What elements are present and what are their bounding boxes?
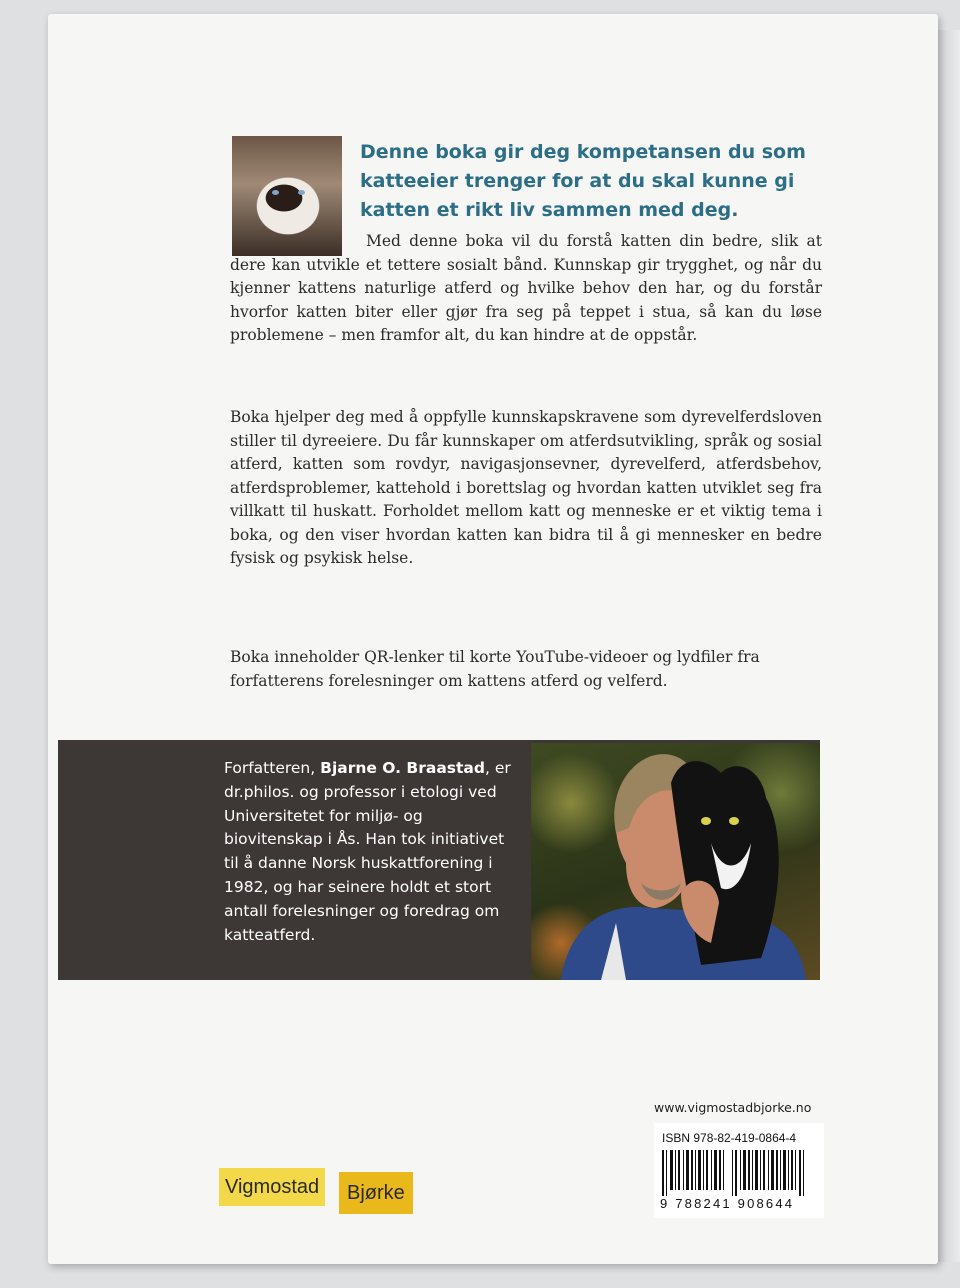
cat-eye-icon bbox=[272, 190, 279, 195]
logo-part-2: Bjørke bbox=[339, 1172, 413, 1214]
author-bio-text: , er dr.philos. og professor i etologi ved Universitetet for miljø- og biovitenskap i Ås. Han tok initiativet til å danne Norsk huskattforening i 1982, og har seinere holdt et stort antall forelesninger og foredrag om katteatferd. bbox=[224, 759, 511, 944]
publisher-website: www.vigmostadbjorke.no bbox=[654, 1100, 812, 1115]
author-prefix: Forfatteren, bbox=[224, 759, 321, 777]
barcode bbox=[662, 1150, 810, 1196]
paragraph-3: Boka inneholder QR-lenker til korte YouTube-videoer og lydfiler fra forfatterens forelesninger om kattens atferd og velferd. bbox=[230, 648, 760, 690]
author-photo bbox=[531, 743, 820, 980]
lede-text: Denne boka gir deg kompetansen du som katteeier trenger for at du skal kunne gi katten et rikt liv sammen med deg. bbox=[360, 141, 806, 221]
barcode-digits: 9 788241 908644 bbox=[660, 1196, 795, 1211]
logo-part-1: Vigmostad bbox=[219, 1168, 325, 1206]
paragraph-2: Boka hjelper deg med å oppfylle kunnskapskravene som dyrevelferdsloven stiller til dyreeiere. Du får kunnskaper om atferdsutvikling, språk og sosial atferd, katten som rovdyr, navigasjonsevner, dyrevelferd, atferdsbehov, atferdsproblemer, kattehold i borettslag og hvordan katten utviklet seg fra villkatt til huskatt. Forholdet mellom katt og menneske er et viktig tema i boka, og den viser hvordan katten kan bidra til å gi mennesker en bedre fysisk og psykisk helse. bbox=[230, 408, 822, 567]
cat-eye-icon bbox=[298, 190, 305, 195]
publisher-logo bbox=[219, 1162, 425, 1216]
paragraph-1-text: Med denne boka vil du forstå katten din bedre, slik at dere kan utvikle et tettere sosialt bånd. Kunnskap gir trygghet, og når du kjenner kattens naturlige atferd og hvilke behov den har, og du forstår hvorfor katten biter eller gjør fra seg på teppet i stua, så kan du løse problemene – men framfor alt, du kan hindre at de oppstår. bbox=[230, 232, 822, 344]
paragraph-1 bbox=[230, 230, 822, 348]
author-name: Bjarne O. Braastad bbox=[320, 759, 485, 777]
author-with-cat-illustration bbox=[531, 743, 820, 980]
author-bio bbox=[224, 757, 514, 947]
isbn-label: ISBN 978-82-419-0864-4 bbox=[662, 1131, 797, 1145]
book-page-edge bbox=[936, 30, 960, 1262]
